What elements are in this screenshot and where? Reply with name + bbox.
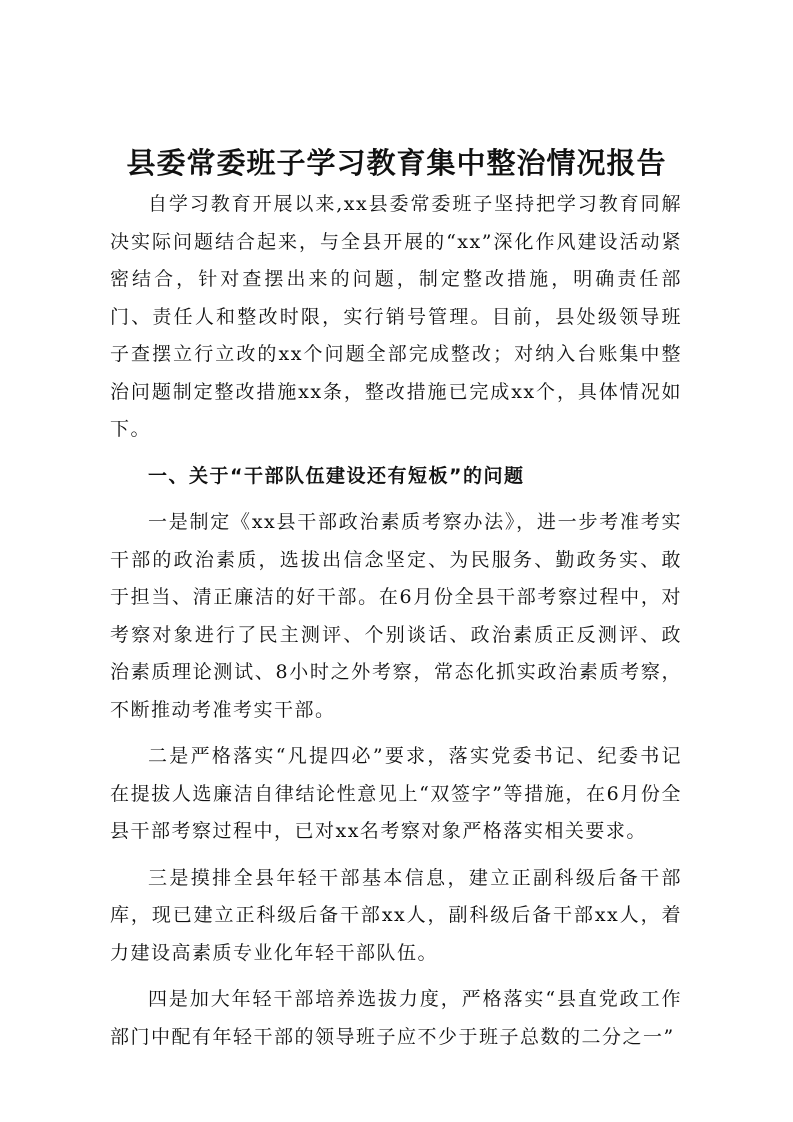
paragraph-2: 二是严格落实“凡提四必”要求，落实党委书记、纪委书记在提拔人选廉洁自律结论性意见上“双签字”等措施，在6月份全县干部考察过程中，已对xx名考察对象严格落实相关要求。 <box>110 745 682 842</box>
intro-paragraph: 自学习教育开展以来,xx县委常委班子坚持把学习教育同解决实际问题结合起来，与全县开展的“xx”深化作风建设活动紧密结合，针对查摆出来的问题，制定整改措施，明确责任部门、责任人和整改时限，实行销号管理。目前，县处级领导班子查摆立行立改的xx个问题全部完成整改；对纳入台账集中整治问题制定整改措施xx条，整改措施已完成xx个，具体情况如下。 <box>110 193 682 440</box>
paragraph-3: 三是摸排全县年轻干部基本信息，建立正副科级后备干部库，现已建立正科级后备干部xx人，副科级后备干部xx人，着力建设高素质专业化年轻干部队伍。 <box>110 866 682 964</box>
document-body <box>110 186 682 1065</box>
document-title: 县委常委班子学习教育集中整治情况报告 <box>126 146 667 180</box>
section-heading: 一、关于“干部队伍建设还有短板”的问题 <box>148 464 525 487</box>
paragraph-4: 四是加大年轻干部培养选拔力度，严格落实“县直党政工作部门中配有年轻干部的领导班子应不少于班子总数的二分之一” <box>110 988 682 1048</box>
paragraph-1: 一是制定《xx县干部政治素质考察办法》，进一步考准考实干部的政治素质，选拔出信念坚定、为民服务、勤政务实、敢于担当、清正廉洁的好干部。在6月份全县干部考察过程中，对考察对象进行了民主测评、个别谈话、政治素质正反测评、政治素质理论测试、8小时之外考察，常态化抓实政治素质考察，不断推动考准考实干部。 <box>110 511 682 721</box>
